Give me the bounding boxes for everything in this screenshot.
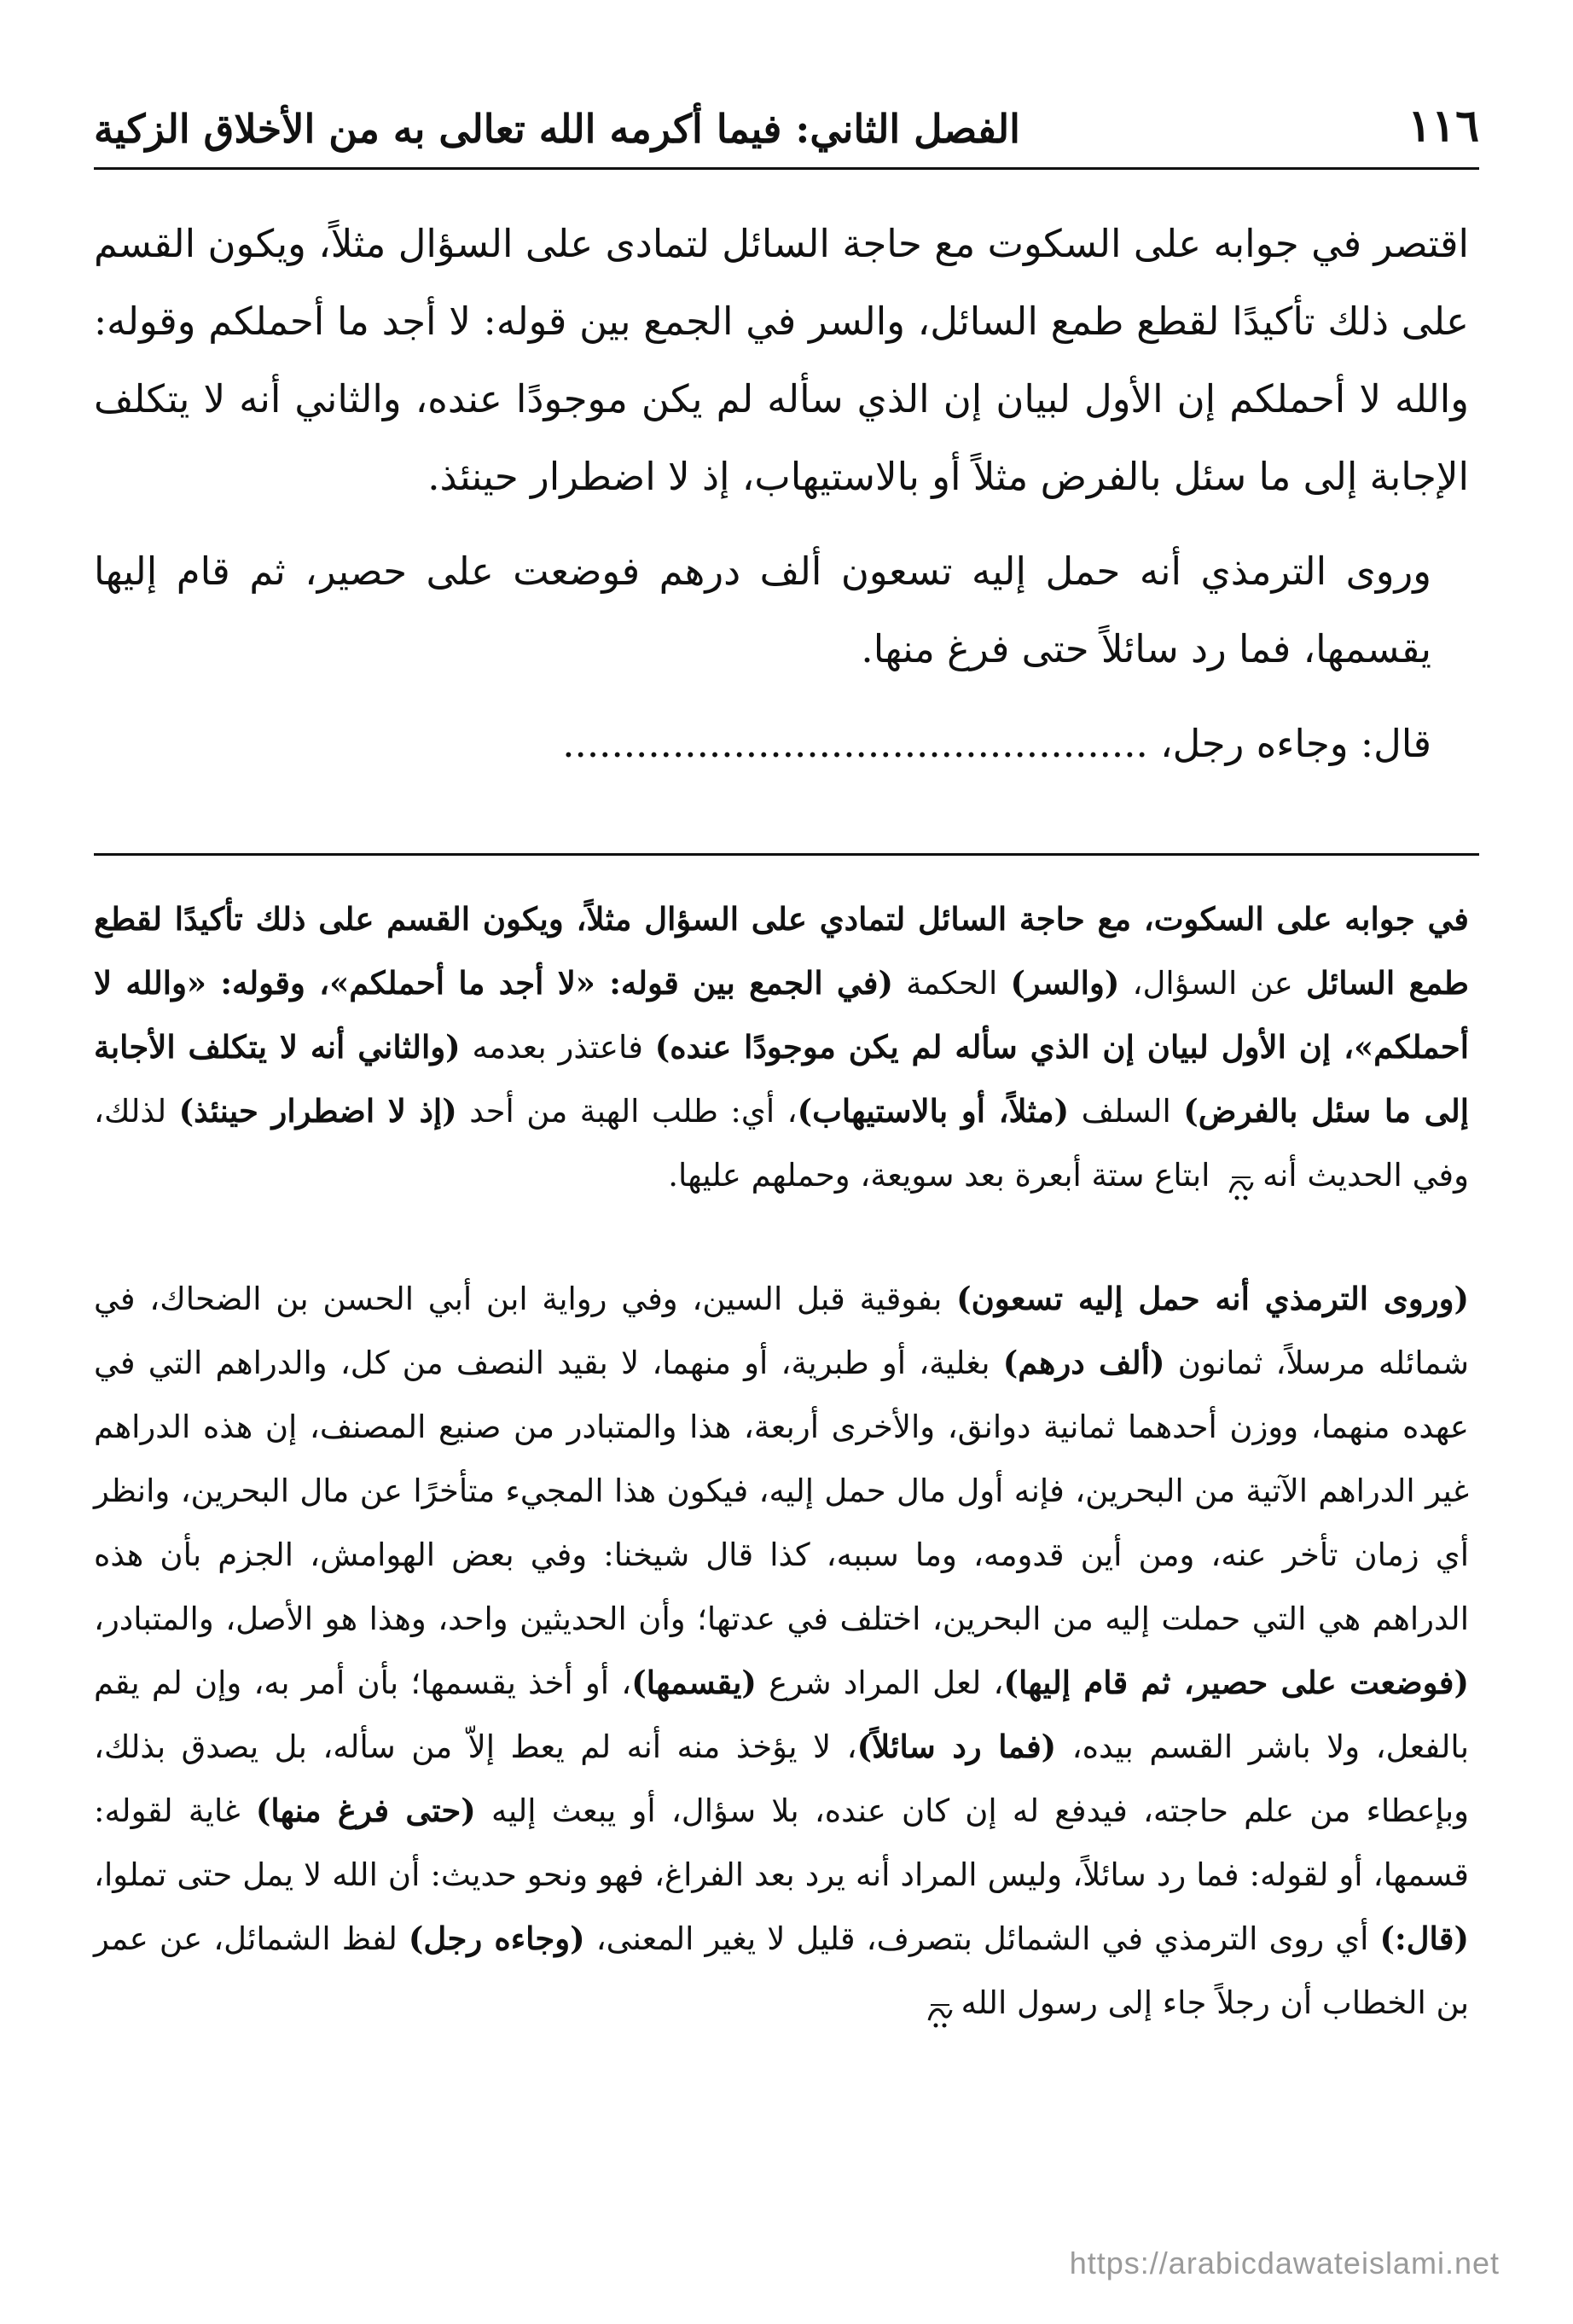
commentary-text: عن السؤال، — [1119, 965, 1306, 1002]
commentary — [94, 887, 1469, 2035]
commentary-text: لفظ الشمائل، عن عمر بن الخطاب أن رجلاً جاء إلى رسول الله — [94, 1920, 1469, 2021]
commentary-text: فاعتذر بعدمه — [460, 1029, 655, 1066]
main-text-paragraph-2: وروى الترمذي أنه حمل إليه تسعون ألف درهم فوضعت على حصير، ثم قام إليها يقسمها، فما رد سائلاً حتى فرغ منها. — [94, 549, 1431, 671]
quoted-matn: (فما رد سائلاً) — [856, 1728, 1057, 1765]
commentary-text: أي روى الترمذي في الشمائل بتصرف، قليل لا يغير المعنى، — [584, 1920, 1380, 1957]
header-divider — [94, 167, 1479, 170]
commentary-text: ، أي: طلب الهبة من أحد — [456, 1093, 798, 1130]
salawat-symbol-icon — [1225, 1162, 1257, 1194]
page-number: ١١٦ — [1408, 100, 1479, 152]
commentary-text: بغلية، أو طبرية، أو منهما، لا بقيد النصف من كل، والدراهم التي في عهده منهما، ووزن أحدهما ثمانية دوانق، والأخرى أربعة، هذا والمتبادر من صنيع المصنف، إن هذه الدراهم غير الدراهم الآتية من البحرين، فإنه أول مال حمل إليه، فيكون هذا المجيء متأخرًا عن مال البحرين، وانظر أي زمان تأخر عنه، ومن أين قدومه، وما سببه، كذا قال شيخنا: وفي بعض الهوامش، الجزم بأن هذه الدراهم هي التي حملت إليه من البحرين، اختلف في عدتها؛ وأن الحديثين واحد، وهذا هو الأصل، والمتبادر، — [94, 1345, 1469, 1637]
watermark-url: https://arabicdawateislami.net — [1069, 2246, 1500, 2280]
quoted-matn: (وجاءه رجل) — [408, 1920, 585, 1957]
commentary-text: غاية لقوله: قسمها، أو لقوله: فما رد سائلاً، وليس المراد أنه يرد بعد الفراغ، فهو ونحو حديث: أن الله لا يمل حتى تملوا، — [94, 1792, 1469, 1893]
ellipsis-dots: ................................................ — [562, 721, 1148, 766]
salawat-symbol-icon — [924, 1990, 956, 2022]
commentary-text: ، لعل المراد شرع — [756, 1665, 1004, 1701]
quoted-matn: (وروى الترمذي أنه حمل إليه تسعون) — [956, 1280, 1469, 1317]
commentary-paragraph-2 — [94, 1267, 1469, 2035]
quoted-matn: (إذ لا اضطرار حينئذ) — [178, 1092, 457, 1130]
main-text-paragraph-3-text: قال: وجاءه رجل، — [1160, 721, 1431, 766]
commentary-text: الحكمة — [892, 965, 1011, 1002]
quoted-matn: (يقسمها) — [631, 1664, 757, 1701]
quoted-matn: (حتى فرغ منها) — [255, 1792, 476, 1829]
quoted-matn: (والسر) — [1010, 964, 1120, 1002]
commentary-divider — [94, 853, 1479, 856]
main-text-paragraph-1: اقتصر في جوابه على السكوت مع حاجة السائل لتمادى على السؤال مثلاً، ويكون القسم على ذلك تأكيدًا لقطع طمع السائل، والسر في الجمع بين قوله: لا أجد ما أحملكم وقوله: والله لا أحملكم إن الأول لبيان إن الذي سأله لم يكن موجودًا عنده، والثاني أنه لا يتكلف الإجابة إلى ما سئل بالفرض مثلاً أو بالاستيهاب، إذ لا اضطرار حينئذ. — [94, 221, 1469, 499]
quoted-matn: (فوضعت على حصير، ثم قام إليها) — [1003, 1664, 1469, 1701]
quoted-matn: (مثلاً، أو بالاستيهاب) — [797, 1092, 1070, 1130]
commentary-text: لذلك، وفي الحديث أنه — [94, 1093, 1469, 1194]
commentary-text: ابتاع ستة أبعرة بعد سويعة، وحملهم عليها. — [668, 1157, 1221, 1194]
commentary-text: السلف — [1069, 1093, 1184, 1130]
commentary-text: ، لا يؤخذ منه أنه لم يعط إلاّ من سأله، بل يصدق بذلك، وبإعطاء من علم حاجته، فيدفع له إن كان عنده، بلا سؤال، أو يبعث إليه — [94, 1728, 1469, 1829]
quoted-matn: في جوابه على السكوت، مع حاجة السائل لتمادي على السؤال مثلاً، ويكون القسم على ذلك تأكيدًا لقطع طمع السائل — [94, 900, 1469, 1002]
commentary-text: بفوقية قبل السين، وفي رواية ابن أبي الحسن بن الضحاك، في شمائله مرسلاً، ثمانون — [94, 1281, 1469, 1381]
quoted-matn: (في الجمع بين قوله: «لا أجد ما أحملكم»، وقوله: «والله لا أحملكم»، إن الأول لبيان إن الذي سأله لم يكن موجودًا عنده) — [94, 964, 1469, 1066]
running-title: الفصل الثاني: فيما أكرمه الله تعالى به من الأخلاق الزكية — [94, 106, 1020, 152]
commentary-text: ، أو أخذ يقسمها؛ بأن أمر به، وإن لم يقم بالفعل، ولا باشر القسم بيده، — [94, 1665, 1469, 1765]
main-text-paragraph-3 — [94, 705, 1431, 782]
main-text — [94, 205, 1469, 782]
commentary-paragraph-1 — [94, 887, 1469, 1207]
quoted-matn: (قال:) — [1379, 1920, 1469, 1957]
quoted-matn: (ألف درهم) — [1002, 1344, 1165, 1381]
page-header — [94, 78, 1479, 152]
quoted-matn: (والثاني أنه لا يتكلف الأجابة إلى ما سئل بالفرض) — [94, 1028, 1469, 1130]
